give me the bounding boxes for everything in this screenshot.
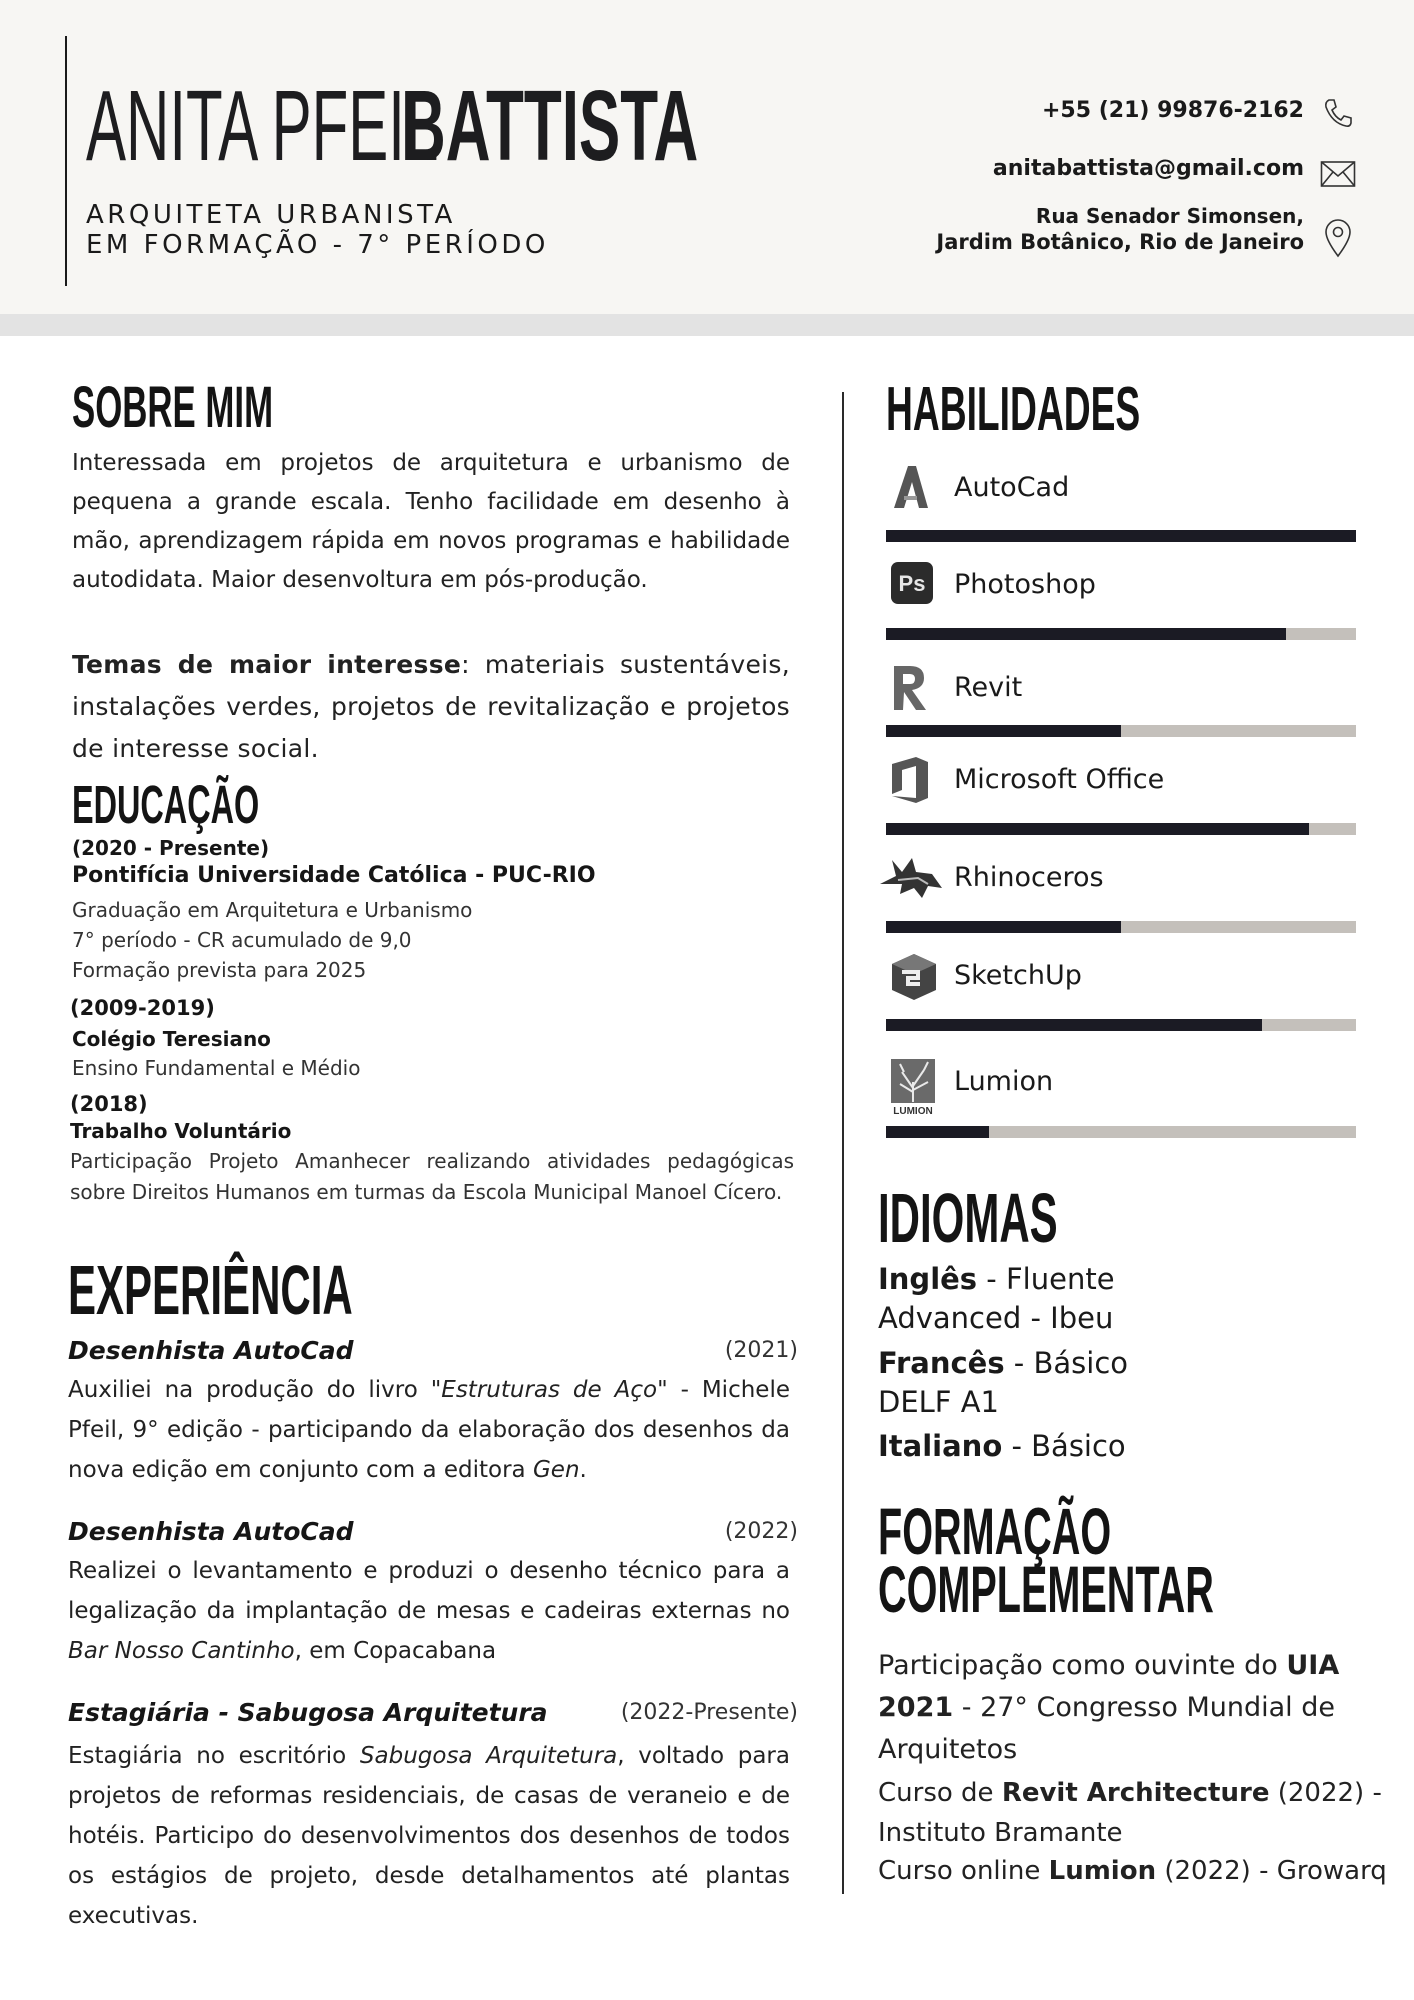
course-revit-cont: Instituto Bramante	[878, 1818, 1123, 1848]
lumion-icon	[890, 1058, 936, 1120]
course-lumion	[878, 1856, 1387, 1886]
job-text: , voltado para projetos de reformas residenciais, de casas de veraneio e de hotéis. Participo do desenvolvimentos dos desenhos de todos os estágios de projeto, desde detalhamentos até plantas executivas.	[68, 1743, 790, 1929]
address-line-2: Jardim Botânico, Rio de Janeiro	[936, 230, 1304, 254]
course-highlight: Lumion	[1048, 1856, 1157, 1886]
course-text: (2022) -	[1269, 1778, 1382, 1808]
skill-level-bar	[886, 725, 1356, 737]
job-text: , em Copacabana	[294, 1638, 497, 1664]
job-text: .	[579, 1457, 587, 1483]
course-uia-cont	[878, 1692, 1335, 1723]
name-last: BATTISTA	[401, 70, 699, 182]
course-highlight: Revit Architecture	[1001, 1778, 1270, 1808]
phone-icon	[1322, 97, 1354, 129]
revit-icon	[890, 664, 928, 716]
language-level: - Fluente	[977, 1262, 1115, 1296]
job-text: Auxiliei na produção do livro "	[68, 1377, 442, 1403]
skill-level-bar	[886, 1126, 1356, 1138]
language-french	[878, 1346, 1128, 1380]
job-title-line-1: ARQUITETA URBANISTA	[86, 200, 456, 230]
language-name: Italiano	[878, 1429, 1003, 1463]
experience-title: EXPERIÊNCIA	[68, 1251, 353, 1329]
complementary-title	[878, 1494, 1214, 1626]
skill-level-fill	[886, 1126, 989, 1138]
language-english	[878, 1262, 1115, 1296]
venue-name: Bar Nosso Cantinho	[68, 1638, 295, 1664]
language-certificate: DELF A1	[878, 1385, 999, 1419]
header-divider-band	[0, 314, 1414, 336]
job-role: Desenhista AutoCad	[68, 1336, 354, 1365]
language-certificate: Advanced - Ibeu	[878, 1301, 1114, 1335]
education-institution: Pontifícia Universidade Católica - PUC-RIO	[72, 863, 596, 888]
envelope-icon	[1320, 160, 1356, 188]
course-uia-cont: Arquitetos	[878, 1734, 1018, 1765]
volunteer-description: Participação Projeto Amanhecer realizando atividades pedagógicas sobre Direitos Humanos em turmas da Escola Municipal Manoel Cícero.	[70, 1149, 794, 1204]
education-institution: Colégio Teresiano	[72, 1027, 271, 1051]
interests-text: : materiais sustentáveis, instalações verdes, projetos de revitalização e projetos de interesse social.	[72, 650, 790, 763]
rhinoceros-icon	[878, 854, 944, 906]
job-role: Desenhista AutoCad	[68, 1517, 354, 1546]
interests-paragraph	[72, 644, 790, 770]
location-pin-icon	[1324, 218, 1352, 258]
education-institution: Trabalho Voluntário	[70, 1119, 292, 1143]
course-text: Curso de	[878, 1778, 1002, 1808]
course-text: - 27° Congresso Mundial de	[953, 1692, 1336, 1723]
complementary-title-line-2: COMPLEMENTAR	[878, 1552, 1214, 1626]
header-accent-line	[65, 36, 67, 286]
course-text: Curso online	[878, 1856, 1049, 1886]
language-name: Francês	[878, 1346, 1005, 1380]
education-detail: 7° período - CR acumulado de 9,0	[72, 928, 412, 952]
candidate-name	[86, 70, 699, 182]
complementary-title-line-1: FORMAÇÃO	[878, 1494, 1112, 1568]
svg-text:Ps: Ps	[898, 571, 926, 596]
sketchup-icon	[890, 952, 938, 1006]
skill-level-bar	[886, 1019, 1356, 1031]
education-detail: Formação prevista para 2025	[72, 958, 367, 982]
job-year: (2022-Presente)	[620, 1700, 798, 1725]
course-text: Participação como ouvinte do	[878, 1650, 1287, 1681]
column-divider	[842, 392, 844, 1894]
skill-name: Microsoft Office	[954, 764, 1165, 795]
skill-level-fill	[886, 1019, 1262, 1031]
email-address: anitabattista@gmail.com	[992, 156, 1304, 181]
language-level: - Básico	[1004, 1346, 1129, 1380]
skill-name: Photoshop	[954, 569, 1096, 600]
education-detail: Graduação em Arquitetura e Urbanismo	[72, 898, 473, 922]
skill-name: Lumion	[954, 1066, 1054, 1097]
education-title: EDUCAÇÃO	[72, 775, 260, 835]
skill-name: SketchUp	[954, 960, 1082, 991]
autocad-icon	[890, 464, 930, 514]
job-text: Realizei o levantamento e produzi o desenho técnico para a legalização da implantação de mesas e cadeiras externas no	[68, 1558, 790, 1624]
course-highlight: UIA	[1286, 1650, 1340, 1681]
job-text: " - Michele Pfeil, 9° edição - participando da elaboração dos desenhos da nova edição em conjunto com a editora	[68, 1377, 790, 1483]
publisher-name: Gen	[532, 1457, 580, 1483]
language-italian	[878, 1429, 1126, 1463]
job-description	[68, 1370, 790, 1490]
about-title: SOBRE MIM	[72, 375, 274, 440]
photoshop-icon	[890, 561, 934, 609]
job-description	[68, 1551, 790, 1671]
job-year: (2021)	[724, 1338, 798, 1363]
name-first: ANITA PFEIL	[86, 70, 439, 182]
job-description	[68, 1736, 790, 1936]
job-title-line-2: EM FORMAÇÃO - 7° PERÍODO	[86, 230, 549, 260]
interests-label: Temas de maior interesse	[72, 650, 462, 679]
course-revit	[878, 1778, 1382, 1808]
book-title: Estruturas de Aço	[441, 1377, 658, 1403]
job-text: Estagiária no escritório	[68, 1743, 360, 1769]
education-period: (2018)	[70, 1092, 148, 1116]
language-level: - Básico	[1002, 1429, 1126, 1463]
course-highlight: 2021	[878, 1692, 954, 1723]
office-name: Sabugosa Arquitetura	[359, 1743, 618, 1769]
course-uia	[878, 1650, 1339, 1681]
phone-number: +55 (21) 99876-2162	[1042, 98, 1304, 123]
job-role: Estagiária - Sabugosa Arquitetura	[68, 1698, 548, 1727]
skill-level-bar	[886, 628, 1356, 640]
about-text: Interessada em projetos de arquitetura e urbanismo de pequena a grande escala. Tenho facilidade em desenho à mão, aprendizagem rápida em novos programas e habilidade autodidata. Maior desenvoltura em pós-produção.	[72, 450, 790, 593]
skill-name: Revit	[954, 672, 1023, 703]
skill-level-fill	[886, 921, 1121, 933]
skill-level-fill	[886, 530, 1356, 542]
skills-title: HABILIDADES	[886, 375, 1141, 444]
svg-text:LUMION: LUMION	[893, 1106, 933, 1116]
skill-name: AutoCad	[954, 472, 1070, 503]
job-year: (2022)	[724, 1519, 798, 1544]
education-detail: Ensino Fundamental e Médio	[72, 1056, 361, 1080]
education-period: (2009-2019)	[70, 996, 215, 1020]
address-line-1: Rua Senador Simonsen,	[1035, 204, 1304, 228]
skill-level-bar	[886, 921, 1356, 933]
skill-level-fill	[886, 725, 1121, 737]
languages-title: IDIOMAS	[878, 1179, 1058, 1257]
skill-level-fill	[886, 628, 1286, 640]
language-name: Inglês	[878, 1262, 978, 1296]
skill-level-fill	[886, 823, 1309, 835]
skill-level-bar	[886, 823, 1356, 835]
course-text: (2022) - Growarq	[1156, 1856, 1387, 1886]
office-icon	[890, 756, 930, 808]
education-period: (2020 - Presente)	[72, 836, 270, 860]
skill-name: Rhinoceros	[954, 862, 1104, 893]
skill-level-bar	[886, 530, 1356, 542]
job-title	[86, 200, 549, 260]
